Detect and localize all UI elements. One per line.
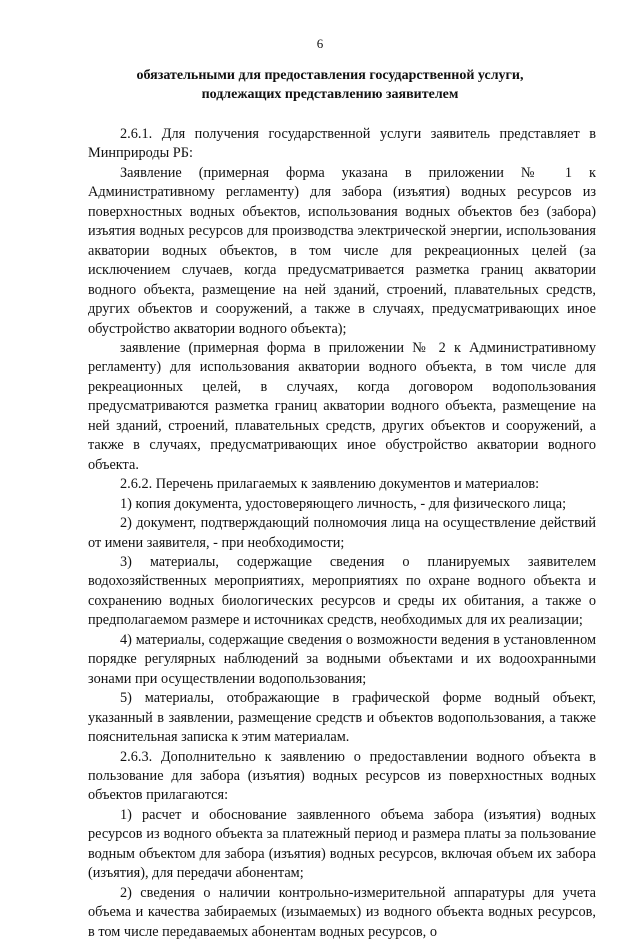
paragraph: 2) сведения о наличии контрольно-измерительной аппаратуры для учета объема и качества забираемых (изымаемых) из водного объекта водных ресурсов, в том числе передаваемых абонентам водных ресурсов, о — [88, 884, 596, 940]
heading-line-2: подлежащих представлению заявителем — [201, 87, 459, 102]
paragraph: Заявление (примерная форма указана в приложении № 1 к Административному регламенту) для забора (изъятия) водных ресурсов из поверхностных водных объектов, использования водных объектов без (забора) изъятия водных ресурсов для производства электрической энергии, использования акватории водных объектов, в том числе для рекреационных целей (за исключением случаев, когда предусматривается разметка границ акватории водного объекта, размещение на ней зданий, строений, плавательных средств, других объектов и сооружений, а также в случаях, предусматривающих иное обустройство акватории водного объекта); — [88, 164, 596, 337]
paragraph: заявление (примерная форма в приложении № 2 к Административному регламенту) для использования акватории водного объекта, в том числе для рекреационных целей, в случаях, когда договором водопользования предусматриваются разметка границ акватории водного объекта, размещение на ней зданий, строений, плавательных средств, других объектов и сооружений, а также в случаях, предусматривающих иное обустройство акватории водного объекта. — [88, 339, 596, 473]
page-number: 6 — [316, 36, 324, 51]
paragraph: 3) материалы, содержащие сведения о планируемых заявителем водохозяйственных мероприятиях, мероприятиях по охране водного объекта и сохранению водных биологических ресурсов и среды их обитания, а также о предполагаемом размере и источниках средств, необходимых для их реализации; — [88, 553, 596, 629]
heading-line-1: обязательными для предоставления государственной услуги, — [136, 68, 524, 83]
paragraph: 2) документ, подтверждающий полномочия лица на осуществление действий от имени заявителя, - при необходимости; — [88, 515, 596, 551]
paragraph: 5) материалы, отображающие в графической форме водный объект, указанный в заявлении, размещение средств и объектов водопользования, а также пояснительная записка к этим материалам. — [88, 690, 596, 746]
paragraph: 4) материалы, содержащие сведения о возможности ведения в установленном порядке регулярных наблюдений за водными объектами и их водоохранными зонами при осуществлении водопользования; — [88, 631, 596, 687]
paragraph: 2.6.2. Перечень прилагаемых к заявлению документов и материалов: — [120, 476, 540, 493]
paragraph: 1) расчет и обоснование заявленного объема забора (изъятия) водных ресурсов из водного объекта за платежный период и размера платы за пользование водным объектом для забора (изъятия) водных ресурсов, включая объем их забора (изъятия), для передачи абонентам; — [88, 806, 596, 882]
paragraph: 2.6.3. Дополнительно к заявлению о предоставлении водного объекта в пользование для забора (изъятия) водных ресурсов из поверхностных водных объектов прилагаются: — [88, 748, 596, 804]
paragraph: 1) копия документа, удостоверяющего личность, - для физического лица; — [120, 495, 567, 512]
section-heading — [90, 66, 570, 104]
paragraph: 2.6.1. Для получения государственной услуги заявитель представляет в Минприроды РБ: — [88, 126, 596, 162]
document-body — [88, 125, 596, 942]
